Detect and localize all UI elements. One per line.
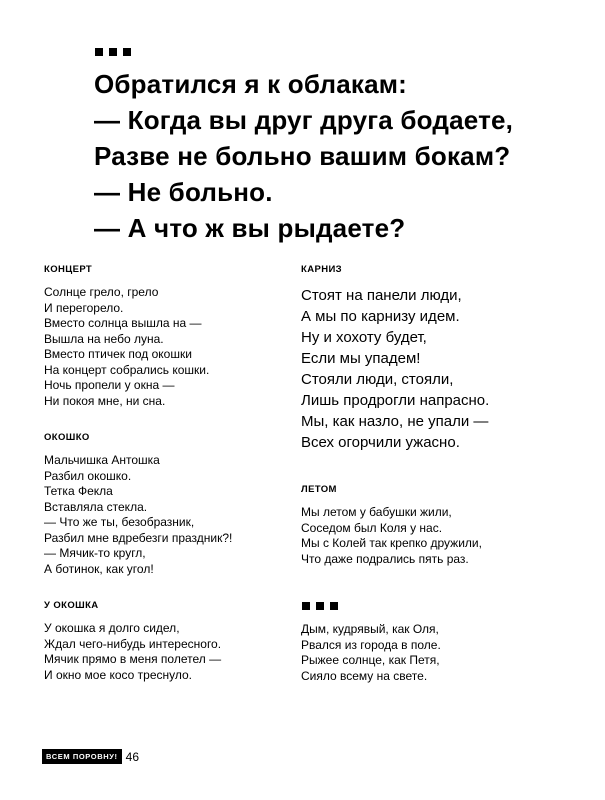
poem-line: И окно мое косо треснуло. xyxy=(44,667,193,682)
series-badge: ВСЕМ ПОРОВНУ! xyxy=(42,749,122,764)
page-footer xyxy=(42,749,139,764)
poem-line: На концерт собрались кошки. xyxy=(44,362,210,377)
poem-line: Ночь пропели у окна — xyxy=(44,378,175,392)
featured-poem-line: — Не больно. xyxy=(94,177,273,207)
poem-line: А ботинок, как угол! xyxy=(44,561,154,576)
poem-line: Ждал чего-нибудь интересного. xyxy=(44,636,222,651)
poem-u-okoshka xyxy=(44,600,304,683)
poem-line: Если мы упадем! xyxy=(301,350,421,367)
poem-line: — Мячик-то кругл, xyxy=(44,546,146,560)
poem-koncert xyxy=(44,264,304,409)
poem-title: ЛЕТОМ xyxy=(301,484,337,495)
featured-poem-line: — А что ж вы рыдаете? xyxy=(94,213,406,243)
poem-line: Тетка Фекла xyxy=(44,484,113,498)
poem-line: Вместо птичек под окошки xyxy=(44,347,192,361)
poem-line: Мы летом у бабушки жили, xyxy=(301,505,452,519)
poem-line: Всех огорчили ужасно. xyxy=(301,434,460,451)
poem-line: Разбил окошко. xyxy=(44,468,132,483)
poem-line: Ни покоя мне, ни сна. xyxy=(44,393,166,408)
poem-line: Вместо солнца вышла на — xyxy=(44,316,202,330)
poem-line: Мы, как назло, не упали — xyxy=(301,413,489,430)
poem-line: Ну и хохоту будет, xyxy=(301,329,427,346)
poem-line: Дым, кудрявый, как Оля, xyxy=(301,622,439,636)
poem-line: И перегорело. xyxy=(44,300,124,315)
featured-poem-line: Обратился я к облакам: xyxy=(94,69,408,99)
poem-line: Вышла на небо луна. xyxy=(44,331,164,346)
poem-line: Что даже подрались пять раз. xyxy=(301,551,469,566)
poem-line: — Что же ты, безобразник, xyxy=(44,515,195,529)
poem-dym xyxy=(301,622,571,684)
poem-line: Лишь продрогли напрасно. xyxy=(301,392,490,409)
section-marker-squares xyxy=(302,602,338,610)
poem-line: А мы по карнизу идем. xyxy=(301,308,460,325)
poem-line: Рвался из города в поле. xyxy=(301,637,441,652)
poem-letom xyxy=(301,484,571,567)
poem-line: Солнце грело, грело xyxy=(44,285,159,299)
featured-poem-line: — Когда вы друг друга бодаете, xyxy=(94,105,514,135)
section-marker-squares xyxy=(95,48,131,56)
poem-line: Разбил мне вдребезги праздник?! xyxy=(44,530,233,545)
poem-line: Стоят на панели люди, xyxy=(301,287,462,304)
page-number: 46 xyxy=(125,749,139,764)
poem-title: КОНЦЕРТ xyxy=(44,264,93,275)
poem-line: Мячик прямо в меня полетел — xyxy=(44,652,222,666)
poem-title: У ОКОШКА xyxy=(44,600,99,611)
poem-okoshko xyxy=(44,432,304,577)
poem-line: Сияло всему на свете. xyxy=(301,668,428,683)
featured-poem-line: Разве не больно вашим бокам? xyxy=(94,141,511,171)
poem-line: Рыжее солнце, как Петя, xyxy=(301,653,440,667)
featured-poem xyxy=(94,66,574,246)
poem-title: ОКОШКО xyxy=(44,432,90,443)
poem-title: КАРНИЗ xyxy=(301,264,343,275)
poem-line: Соседом был Коля у нас. xyxy=(301,520,443,535)
poem-line: Мальчишка Антошка xyxy=(44,453,160,467)
poem-line: Мы с Колей так крепко дружили, xyxy=(301,536,482,550)
poem-karniz xyxy=(301,264,571,453)
poem-line: Вставляла стекла. xyxy=(44,499,148,514)
poem-line: У окошка я долго сидел, xyxy=(44,621,180,635)
poem-line: Стояли люди, стояли, xyxy=(301,371,454,388)
